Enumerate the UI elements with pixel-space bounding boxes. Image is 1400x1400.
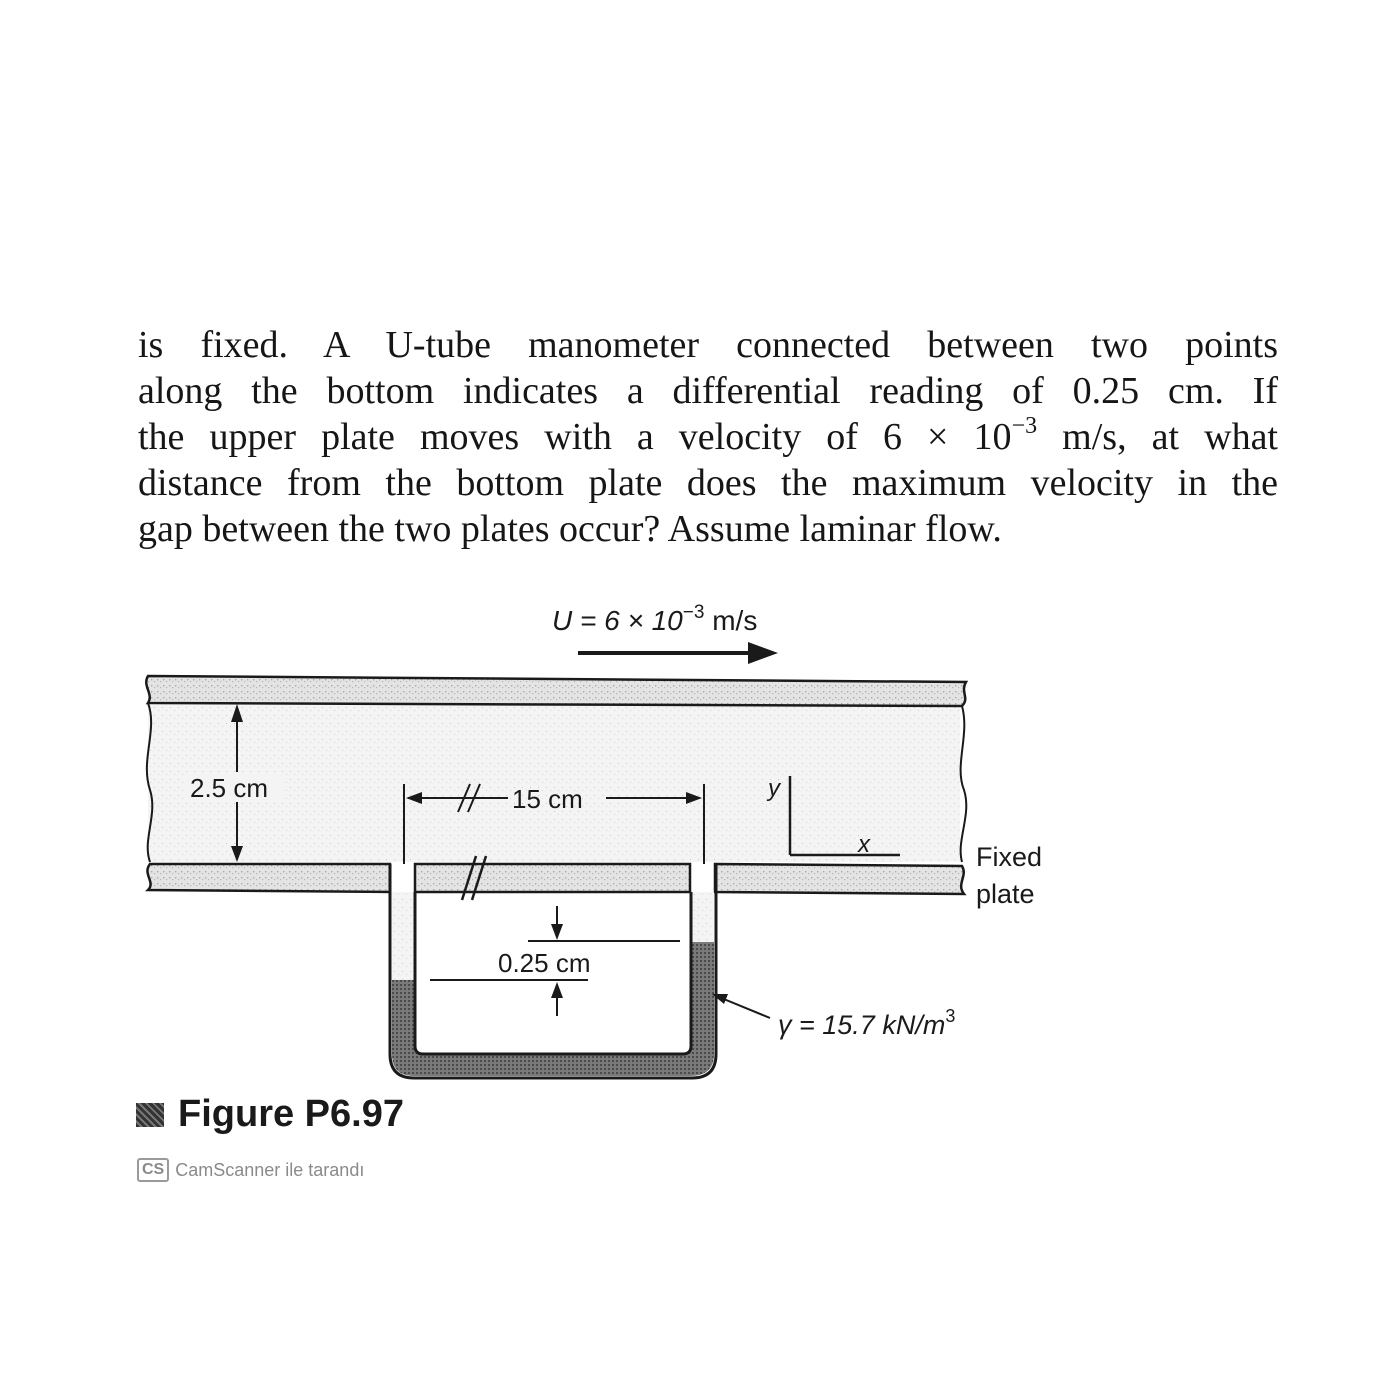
fixed-plate-middle xyxy=(415,864,690,892)
reading-arrow-top-head xyxy=(551,924,563,940)
fixed-plate-right xyxy=(715,864,964,894)
scanner-watermark xyxy=(137,1158,364,1182)
manometer-upper-fluid-left xyxy=(392,892,414,980)
figure-caption xyxy=(136,1093,404,1136)
gamma-label xyxy=(778,1006,955,1040)
y-axis-label: y xyxy=(768,775,780,802)
velocity-label-unit: m/s xyxy=(704,605,758,636)
caption-text: Figure P6.97 xyxy=(178,1093,404,1135)
gamma-leader-arrow xyxy=(712,994,728,1004)
gamma-label-part: γ = 15.7 kN/m xyxy=(778,1010,946,1040)
fixed-plate-label-line-2: plate xyxy=(976,879,1035,909)
caption-square-icon xyxy=(136,1103,164,1127)
velocity-label-exponent: −3 xyxy=(682,602,705,623)
problem-line-2: along the bottom indicates a differential reading of 0.25 cm. If xyxy=(138,370,1278,412)
x-axis-label: x xyxy=(858,831,870,858)
camscanner-logo-icon: CS xyxy=(137,1158,169,1182)
upper-plate xyxy=(146,676,966,706)
velocity-label-part: U = 6 × 10 xyxy=(552,605,683,636)
spacing-label: 15 cm xyxy=(512,784,583,814)
problem-line-5: gap between the two plates occur? Assume laminar flow. xyxy=(138,508,1002,550)
fixed-plate-label-line-1: Fixed xyxy=(976,842,1043,872)
problem-line-1: is fixed. A U-tube manometer connected between two points xyxy=(138,324,1278,366)
gap-label: 2.5 cm xyxy=(190,773,269,803)
fluid-right-edge xyxy=(961,706,967,862)
velocity-arrow-head xyxy=(748,642,778,664)
reading-label: 0.25 cm xyxy=(498,948,591,978)
manometer-upper-fluid-right xyxy=(692,892,714,942)
problem-line-3-exponent: −3 xyxy=(1011,413,1038,439)
watermark-text: CamScanner ile tarandı xyxy=(175,1159,365,1180)
fixed-plate-left xyxy=(147,864,390,892)
problem-line-3-end: m/s, at what xyxy=(1037,416,1278,458)
gamma-label-exponent: 3 xyxy=(945,1006,956,1026)
velocity-label xyxy=(552,602,757,636)
problem-line-4: distance from the bottom plate does the maximum velocity in the xyxy=(138,462,1278,504)
reading-arrow-bottom-head xyxy=(551,982,563,998)
problem-line-3-start: the upper plate moves with a velocity of 6 × 10 xyxy=(138,416,1012,458)
